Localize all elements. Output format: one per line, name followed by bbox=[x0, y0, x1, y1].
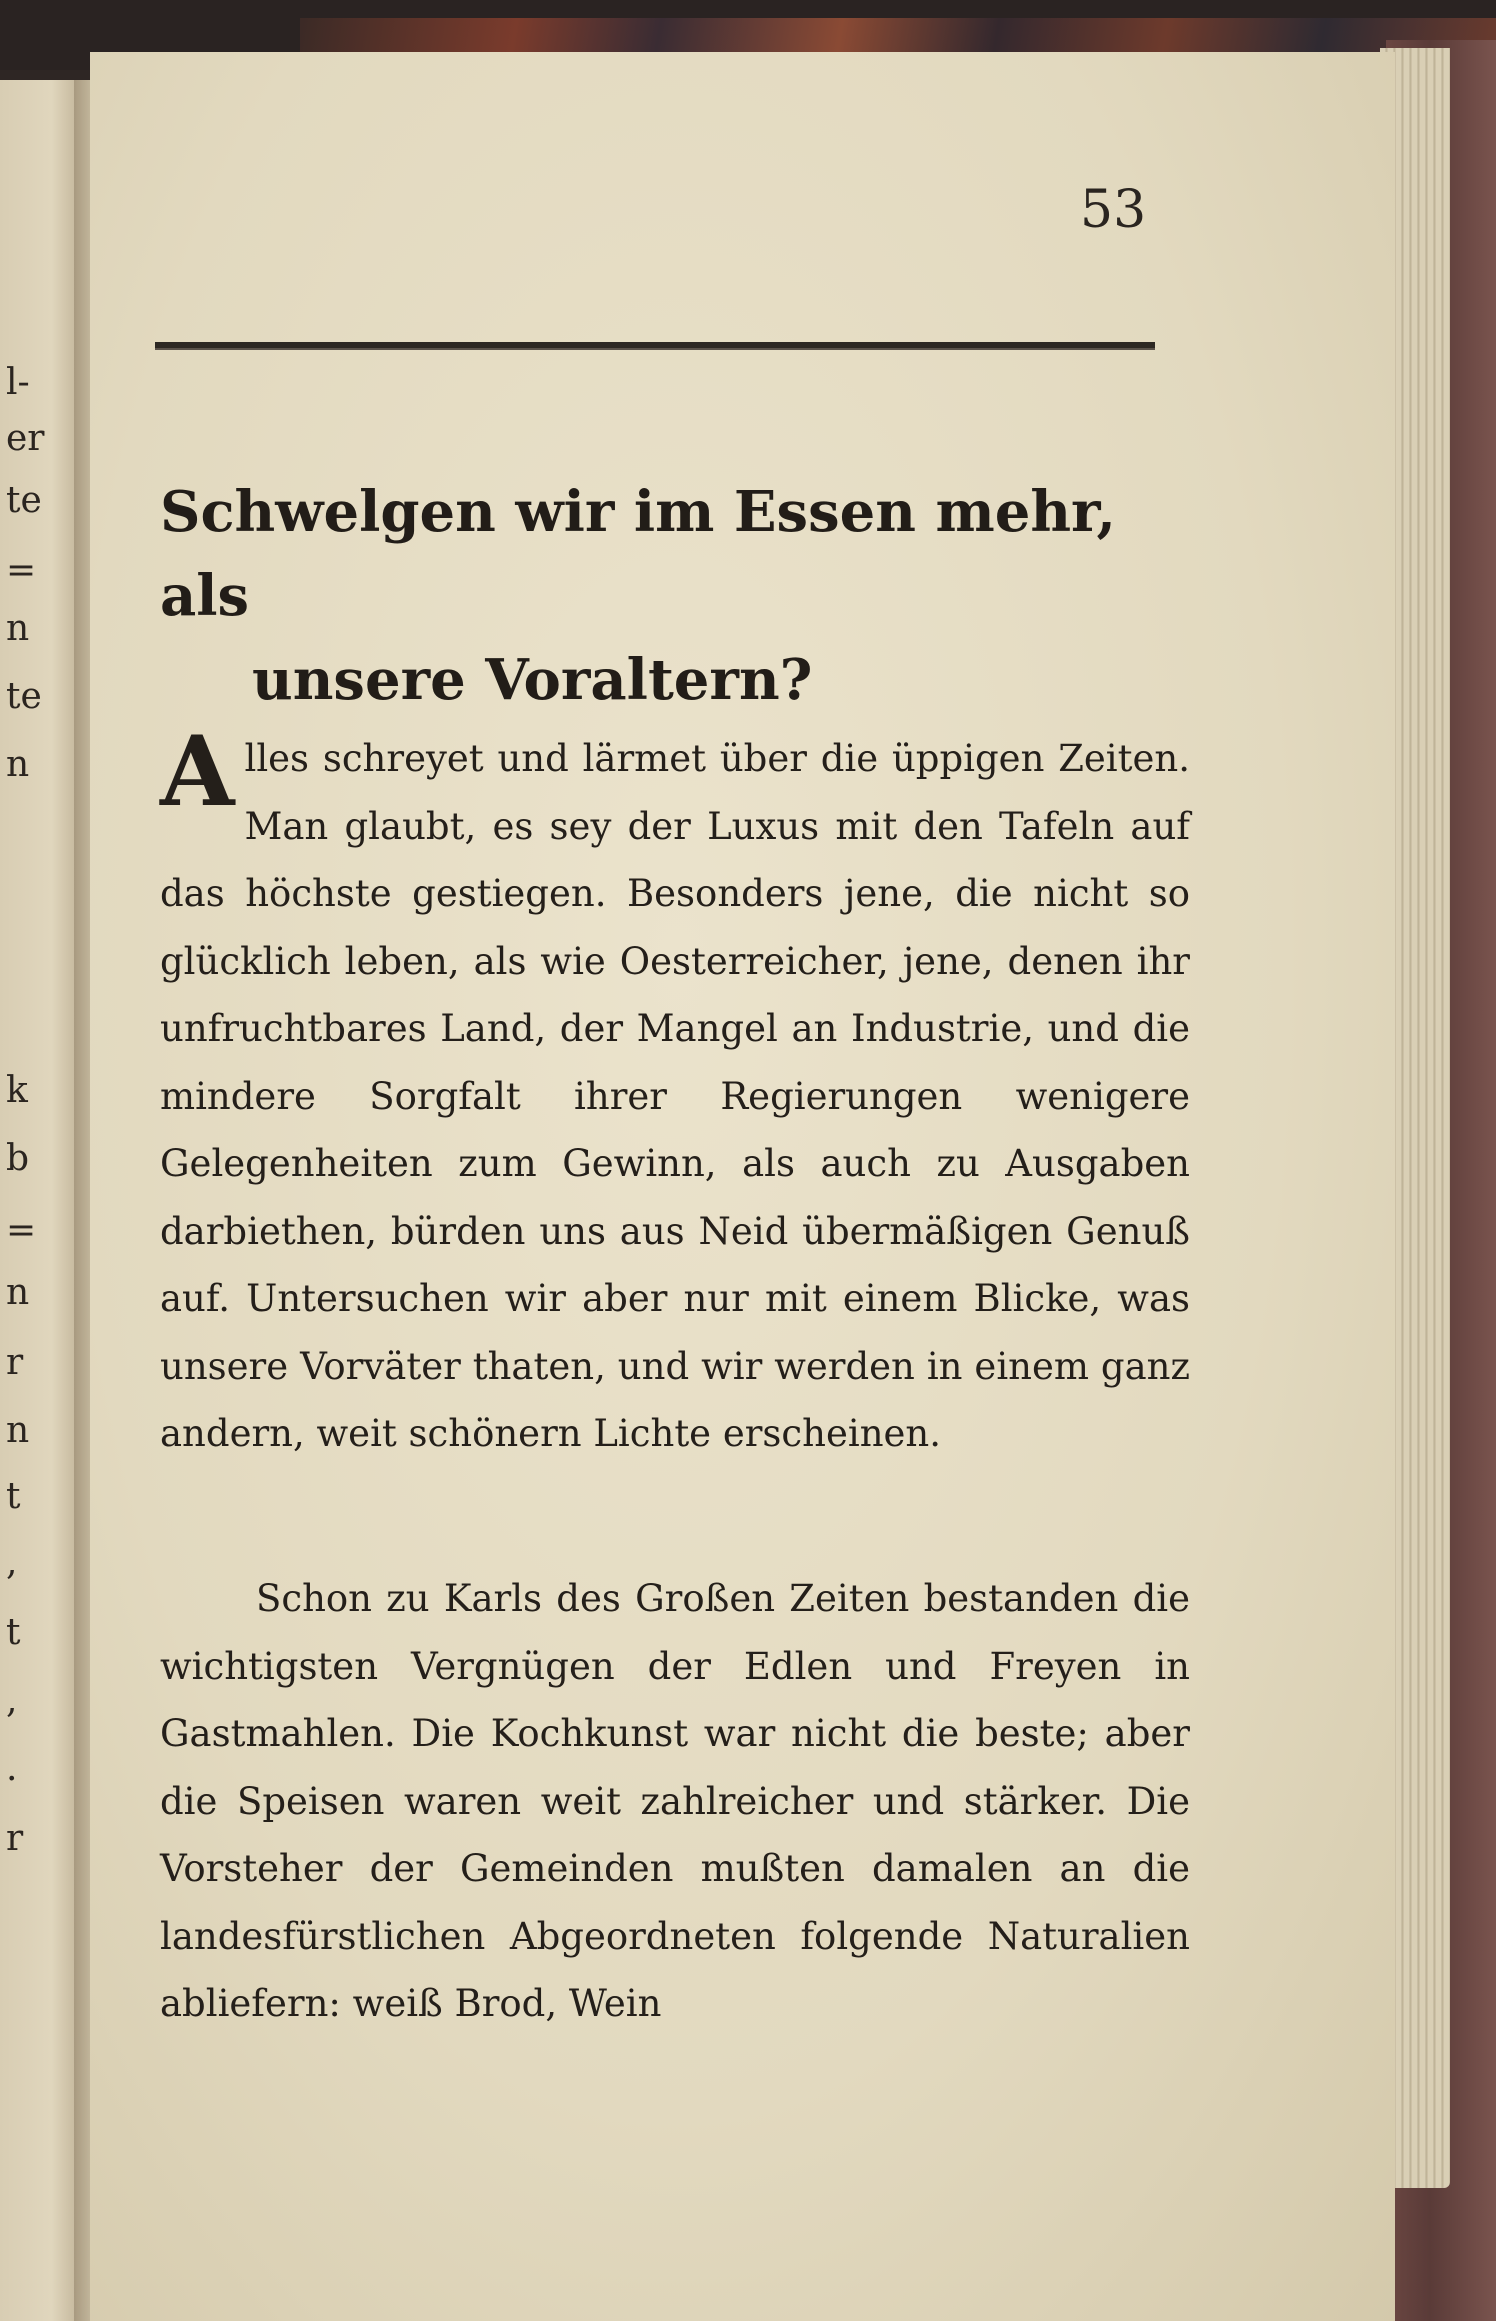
chapter-title bbox=[160, 470, 1180, 722]
left-page-fragment: te bbox=[6, 480, 42, 521]
left-page-fragment: n bbox=[6, 744, 30, 785]
left-page-fragment: = bbox=[6, 1210, 37, 1251]
paragraph-2: Schon zu Karls des Großen Zeiten bestanden die wichtigsten Vergnügen der Edlen und Freyen in Gastmahlen. Die Kochkunst war nicht die beste; aber die Speisen waren weit zahlreicher und stärker. Die Vorsteher der Gemeinden mußten damalen an die landesfürstlichen Abgeordneten folgende Naturalien abliefern: weiß Brod, Wein bbox=[160, 1577, 1190, 2025]
left-page-fragment: n bbox=[6, 1272, 30, 1313]
paragraph-1-text: lles schreyet und lärmet über die üppigen Zeiten. Man glaubt, es sey der Luxus mit den Tafeln auf das höchste gestiegen. Besonders jene, die nicht so glücklich leben, als wie Oesterreicher, jene, denen ihr unfruchtbares Land, der Mangel an Industrie, und die mindere Sorgfalt ihrer Regierungen wenigere Gelegenheiten zum Gewinn, als auch zu Ausgaben darbiethen, bürden uns aus Neid übermäßigen Genuß auf. Untersuchen wir aber nur mit einem Blicke, was unsere Vorväter thaten, und wir werden in einem ganz andern, weit schönern Lichte erscheinen. bbox=[160, 737, 1190, 1455]
left-page-fragment: , bbox=[6, 1542, 18, 1583]
left-page-fragment: = bbox=[6, 550, 37, 591]
left-page-fragment: r bbox=[6, 1818, 24, 1859]
drop-cap: A bbox=[160, 715, 235, 828]
paragraph-1 bbox=[160, 715, 1190, 1468]
left-page-fragment: n bbox=[6, 608, 30, 649]
header-rule bbox=[155, 342, 1155, 350]
left-page-fragment: t bbox=[6, 1476, 21, 1517]
left-page-fragment: k bbox=[6, 1070, 28, 1111]
left-page-fragment: r bbox=[6, 1342, 24, 1383]
left-page-fragment: l- bbox=[6, 362, 30, 403]
title-line-1: Schwelgen wir im Essen mehr, als bbox=[160, 479, 1116, 629]
left-page-fragment: er bbox=[6, 418, 45, 459]
left-page-fragment: . bbox=[6, 1748, 18, 1789]
left-page-fragment: te bbox=[6, 676, 42, 717]
left-page-fragment: , bbox=[6, 1680, 18, 1721]
left-page-fragment: b bbox=[6, 1138, 30, 1179]
page-number: 53 bbox=[1080, 180, 1147, 240]
left-page-fragment: n bbox=[6, 1410, 30, 1451]
title-line-2: unsere Voraltern? bbox=[252, 647, 813, 713]
left-page-fragment: t bbox=[6, 1612, 21, 1653]
